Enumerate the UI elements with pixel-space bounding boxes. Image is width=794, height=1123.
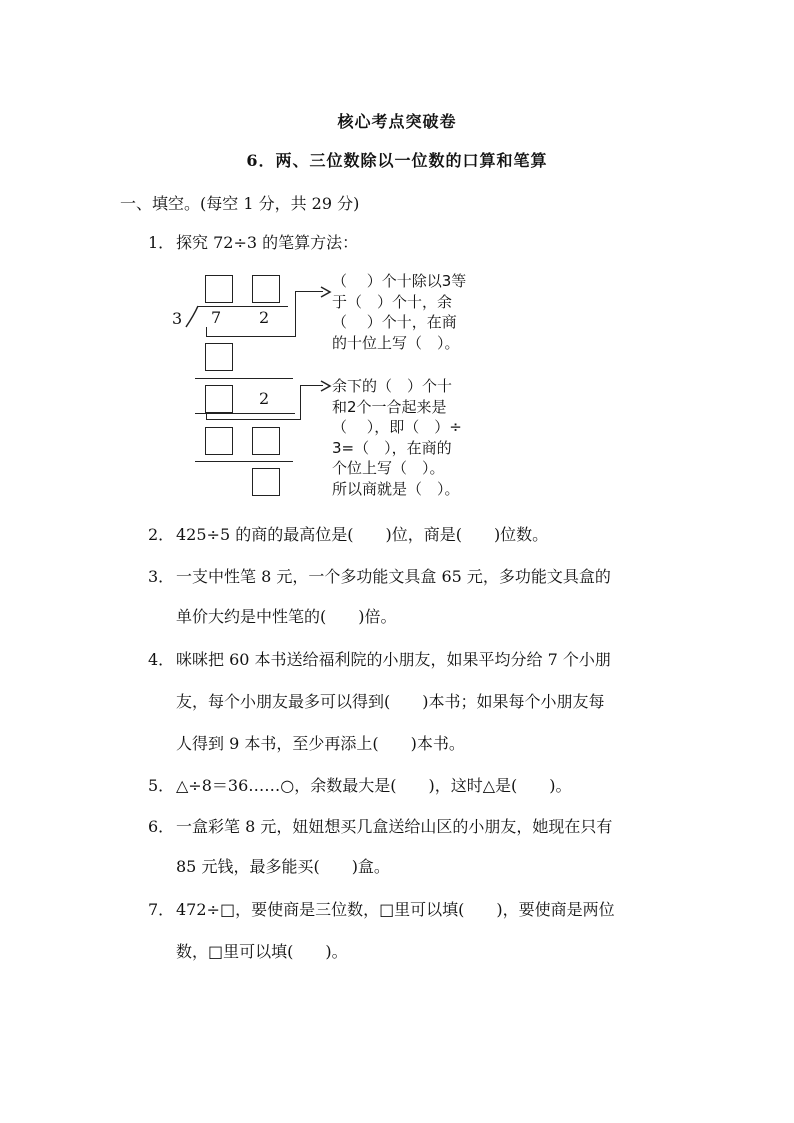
question-text: 探究 72÷3 的笔算方法： (176, 233, 359, 252)
question-2 (148, 525, 548, 545)
dividend-ones: 2 (259, 308, 270, 327)
question-text: △÷8＝36……○，余数最大是( )，这时△是( )。 (176, 776, 572, 795)
divisor: 3 (172, 309, 183, 328)
product-tens-box[interactable] (205, 343, 233, 371)
question-text: 咪咪把 60 本书送给福利院的小朋友，如果平均分给 7 个小朋 (176, 650, 611, 669)
section-heading: 一、填空。(每空 1 分，共 29 分) (120, 194, 360, 213)
question-number: 3． (148, 567, 175, 586)
question-1 (148, 233, 358, 253)
question-7-line-2: 数，□里可以填( )。 (176, 942, 348, 961)
question-number: 7． (148, 900, 175, 919)
division-bracket (184, 305, 204, 329)
bring-down-digit: 2 (259, 389, 270, 408)
subtract-line-1 (195, 378, 293, 379)
question-7 (148, 900, 615, 920)
question-number: 1． (148, 233, 175, 252)
note-2: 余下的（ ）个十 和2个一合起来是 （ ），即（ ）÷ 3=（ ），在商的 个位上写（ ）。 所以商就是（ ）。 (332, 377, 462, 498)
question-number: 2． (148, 525, 175, 544)
question-4-line-2: 友，每个小朋友最多可以得到( )本书；如果每个小朋友每 (176, 692, 605, 711)
long-division-diagram (170, 268, 500, 503)
subtract-line-2 (195, 461, 293, 462)
question-number: 5． (148, 776, 175, 795)
page-title: 核心考点突破卷 (337, 112, 457, 131)
question-text: 一支中性笔 8 元，一个多功能文具盒 65 元，多功能文具盒的 (176, 567, 611, 586)
question-5 (148, 776, 572, 796)
subtract-line-mid (195, 413, 295, 414)
question-number: 4． (148, 650, 175, 669)
question-6 (148, 817, 612, 837)
question-6-line-2: 85 元钱，最多能买( )盒。 (176, 857, 390, 876)
product-tens-box-2[interactable] (205, 427, 233, 455)
arrow-head-1 (320, 286, 332, 298)
dividend-tens: 7 (211, 308, 222, 327)
arrow-head-2 (320, 380, 332, 392)
quotient-tens-box[interactable] (205, 275, 233, 303)
page-subtitle: 6．两、三位数除以一位数的口算和笔算 (246, 151, 548, 170)
question-3-line-2: 单价大约是中性笔的( )倍。 (176, 607, 397, 626)
division-bar (198, 306, 288, 307)
question-4-line-3: 人得到 9 本书，至少再添上( )本书。 (176, 734, 465, 753)
question-3 (148, 567, 611, 587)
product-ones-box-2[interactable] (252, 427, 280, 455)
remainder-box[interactable] (205, 385, 233, 413)
note-1: （ ）个十除以3等 于（ ）个十，余 （ ）个十，在商 的十位上写（ ）。 (332, 272, 467, 352)
question-4 (148, 650, 611, 670)
question-text: 一盒彩笔 8 元，妞妞想买几盒送给山区的小朋友，她现在只有 (176, 817, 613, 836)
quotient-ones-box[interactable] (252, 275, 280, 303)
question-number: 6． (148, 817, 175, 836)
question-text: 472÷□，要使商是三位数，□里可以填( )，要使商是两位 (176, 900, 615, 919)
final-remainder-box[interactable] (252, 468, 280, 496)
question-text: 425÷5 的商的最高位是( )位，商是( )位数。 (176, 525, 549, 544)
